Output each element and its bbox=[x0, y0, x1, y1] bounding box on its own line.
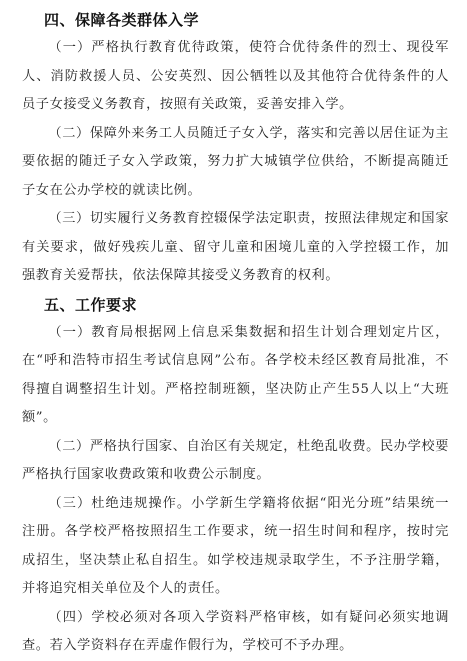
paragraph-5-3: （三）杜绝违规操作。小学新生学籍将依据“阳光分班”结果统一注册。各学校严格按照招生工作要求，统一招生时间和程序，按时完成招生，坚决禁止私自招生。如学校违规录取学生，不予注册学籍，并将追究相关单位及个人的责任。 bbox=[22, 495, 449, 596]
paragraph-4-2: （二）保障外来务工人员随迁子女入学，落实和完善以居住证为主要依据的随迁子女入学政策，努力扩大城镇学位供给，不断提高随迁子女在公办学校的就读比例。 bbox=[22, 125, 449, 198]
paragraph-4-3: （三）切实履行义务教育控辍保学法定职责，按照法律规定和国家有关要求，做好残疾儿童、留守儿童和困境儿童的入学控辍工作，加强教育关爱帮扶，依法保障其接受义务教育的权利。 bbox=[22, 211, 449, 283]
paragraph-5-2: （二）严格执行国家、自治区有关规定，杜绝乱收费。民办学校要严格执行国家收费政策和收费公示制度。 bbox=[22, 438, 449, 482]
paragraph-5-1: （一）教育局根据网上信息采集数据和招生计划合理划定片区，在“呼和浩特市招生考试信息网”公布。各学校未经区教育局批准，不得擅自调整招生计划。严格控制班额，坚决防止产生55人以上“大班额”。 bbox=[22, 324, 449, 425]
section-heading-4: 四、保障各类群体入学 bbox=[44, 11, 200, 29]
paragraph-5-4: （四）学校必须对各项入学资料严格审核，如有疑问必须实地调查。若入学资料存在弄虚作假行为，学校可不予办理。 bbox=[22, 609, 449, 653]
section-heading-5: 五、工作要求 bbox=[44, 295, 138, 314]
paragraph-4-1: （一）严格执行教育优待政策，使符合优待条件的烈士、现役军人、消防救援人员、公安英烈、因公牺牲以及其他符合优待条件的人员子女接受义务教育，按照有关政策，妥善安排入学。 bbox=[22, 40, 449, 112]
